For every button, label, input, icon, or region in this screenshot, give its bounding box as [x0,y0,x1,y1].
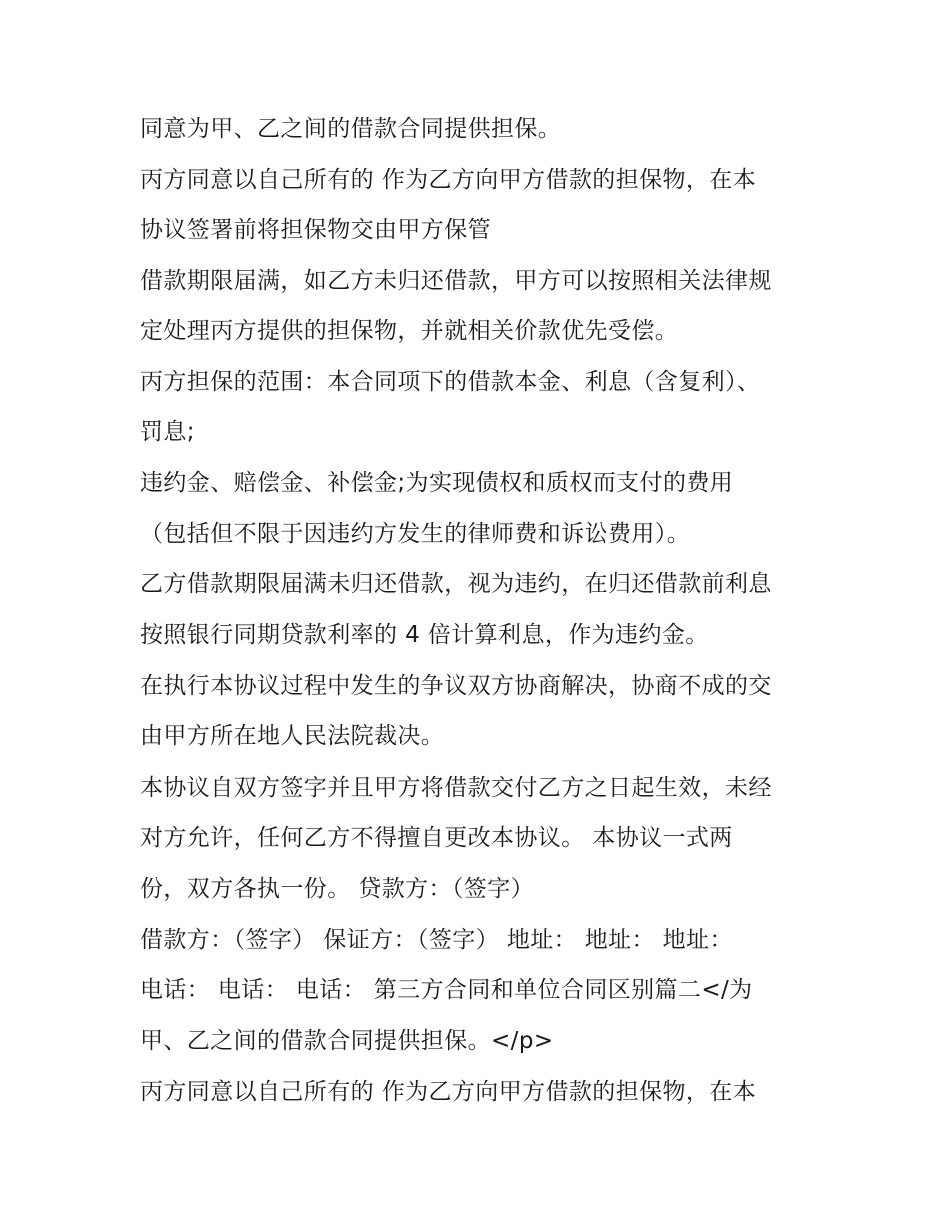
paragraph-line: 乙方借款期限届满未归还借款，视为违约，在归还借款前利息 [140,571,772,597]
paragraph-line: 同意为甲、乙之间的借款合同提供担保。 [140,116,562,142]
paragraph-line: 定处理丙方提供的担保物，并就相关价款优先受偿。 [140,318,679,344]
paragraph-line: 协议签署前将担保物交由甲方保管 [140,217,491,243]
paragraph-line: 丙方同意以自己所有的 作为乙方向甲方借款的担保物，在本 [140,167,757,193]
paragraph-line: 丙方同意以自己所有的 作为乙方向甲方借款的担保物，在本 [140,1079,757,1105]
paragraph-line: 对方允许，任何乙方不得擅自更改本协议。 本协议一式两 [140,825,733,851]
paragraph-line: （包括但不限于因违约方发生的律师费和诉讼费用）。 [140,521,691,547]
paragraph-line: 甲、乙之间的借款合同提供担保。</p> [140,1028,554,1054]
paragraph-line: 丙方担保的范围：本合同项下的借款本金、利息（含复利）、 [140,369,761,395]
paragraph-line: 电话： 电话： 电话： 第三方合同和单位合同区别篇二</为 [140,977,753,1003]
paragraph-line: 罚息; [140,419,195,445]
paragraph-line: 借款方：（签字） 保证方：（签字） 地址： 地址： 地址： [140,927,733,953]
paragraph-line: 本协议自双方签字并且甲方将借款交付乙方之日起生效，未经 [140,775,772,801]
paragraph-line: 违约金、赔偿金、补偿金;为实现债权和质权而支付的费用 [140,470,734,496]
paragraph-line: 份，双方各执一份。 贷款方：（签字） [140,876,535,902]
paragraph-line: 在执行本协议过程中发生的争议双方协商解决，协商不成的交 [140,673,772,699]
paragraph-line: 由甲方所在地人民法院裁决。 [140,723,445,749]
paragraph-line: 借款期限届满，如乙方未归还借款，甲方可以按照相关法律规 [140,268,772,294]
paragraph-line: 按照银行同期贷款利率的 4 倍计算利息，作为违约金。 [140,622,709,648]
